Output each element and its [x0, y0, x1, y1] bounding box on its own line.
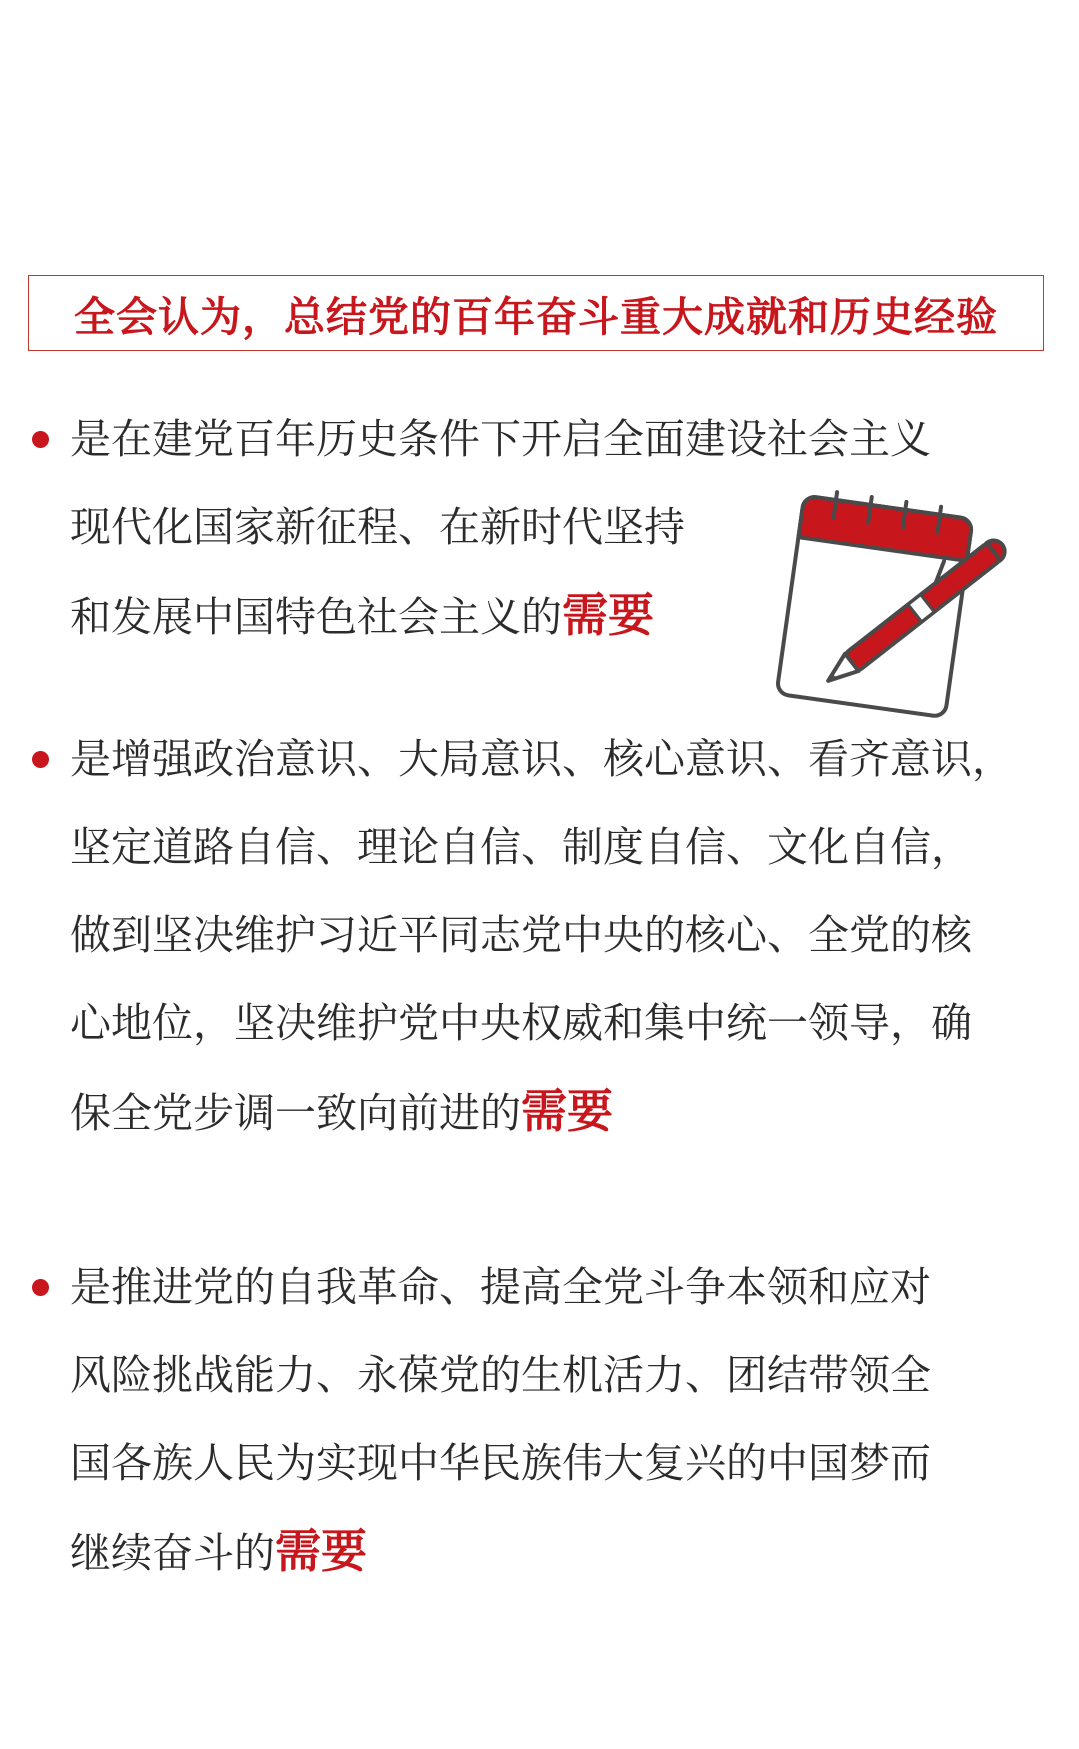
point-1-line-2: 现代化国家新征程、在新时代坚持	[70, 503, 685, 551]
page-title: 全会认为，总结党的百年奋斗重大成就和历史经验	[74, 292, 998, 341]
point-2-line-1: 是增强政治意识、大局意识、核心意识、看齐意识，	[70, 735, 1013, 783]
header-box	[28, 275, 1044, 351]
bullet-dot-icon	[32, 751, 49, 768]
point-2-line-3: 做到坚决维护习近平同志党中央的核心、全党的核	[70, 911, 972, 959]
notepad-pen-icon	[760, 480, 1040, 730]
point-3-line-4-text: 继续奋斗的	[70, 1529, 275, 1577]
point-1-line-1: 是在建党百年历史条件下开启全面建设社会主义	[70, 415, 931, 463]
point-2-emphasis: 需要	[521, 1084, 613, 1138]
point-2-line-2: 坚定道路自信、理论自信、制度自信、文化自信，	[70, 823, 972, 871]
point-3-line-1: 是推进党的自我革命、提高全党斗争本领和应对	[70, 1263, 931, 1311]
point-2-line-5	[70, 1067, 1013, 1155]
point-2-line-4: 心地位，坚决维护党中央权威和集中统一领导，确	[70, 999, 972, 1047]
bullet-dot-icon	[32, 431, 49, 448]
point-2-line-5-text: 保全党步调一致向前进的	[70, 1089, 521, 1137]
point-3-emphasis: 需要	[275, 1524, 367, 1578]
point-3-line-4	[70, 1507, 931, 1595]
point-3-line-3: 国各族人民为实现中华民族伟大复兴的中国梦而	[70, 1439, 931, 1487]
point-3-text	[70, 1243, 931, 1595]
point-3-line-2: 风险挑战能力、永葆党的生机活力、团结带领全	[70, 1351, 931, 1399]
point-1-line-3-text: 和发展中国特色社会主义的	[70, 593, 562, 641]
point-1-emphasis: 需要	[562, 588, 654, 642]
bullet-dot-icon	[32, 1279, 49, 1296]
point-2-text	[70, 715, 1013, 1155]
